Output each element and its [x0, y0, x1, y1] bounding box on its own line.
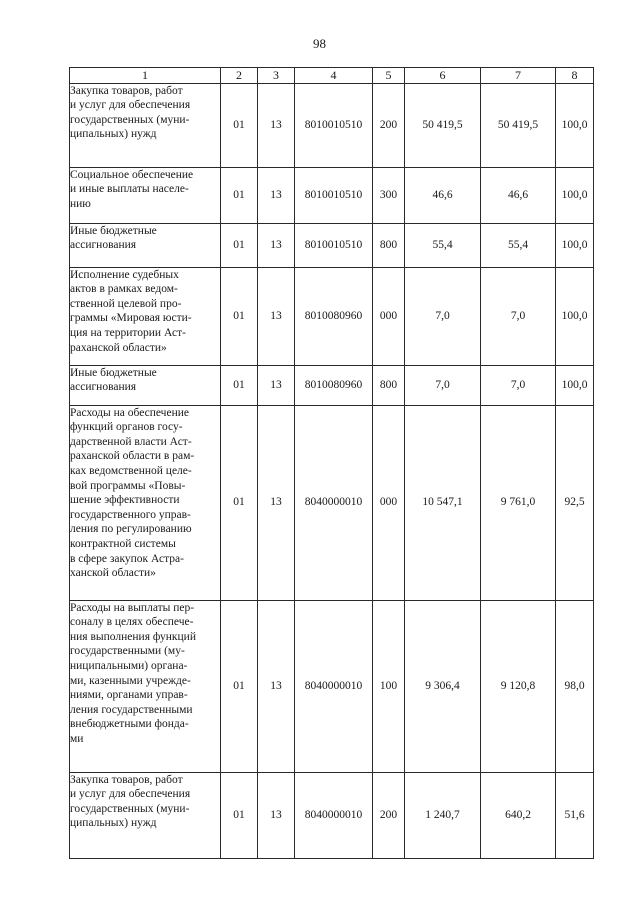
executed-amount: 640,2 [481, 772, 556, 858]
expense-name-line: Расходы на обеспечение [70, 406, 189, 419]
subsection-code: 13 [258, 267, 295, 365]
expense-name-cell [70, 267, 221, 365]
section-code: 01 [221, 267, 258, 365]
expense-type-code: 300 [373, 167, 405, 223]
expense-name-line: Закупка товаров, работ [70, 84, 183, 97]
subsection-code: 13 [258, 83, 295, 167]
section-code: 01 [221, 223, 258, 267]
executed-amount: 7,0 [481, 267, 556, 365]
section-code: 01 [221, 600, 258, 772]
expense-name-line: раханской области» [70, 341, 167, 354]
expense-name-line: ления государственными [70, 703, 193, 716]
expense-name-line: Иные бюджетные [70, 224, 157, 237]
planned-amount: 46,6 [405, 167, 481, 223]
executed-amount: 7,0 [481, 365, 556, 405]
planned-amount: 55,4 [405, 223, 481, 267]
executed-amount: 9 761,0 [481, 405, 556, 600]
expense-name-cell [70, 167, 221, 223]
executed-amount: 9 120,8 [481, 600, 556, 772]
execution-percent: 100,0 [556, 167, 594, 223]
column-header: 7 [481, 68, 556, 84]
execution-percent: 92,5 [556, 405, 594, 600]
table-header-row [70, 68, 594, 84]
execution-percent: 100,0 [556, 83, 594, 167]
expense-name-line: ципальных) нужд [70, 817, 157, 830]
target-article-code: 8010010510 [295, 83, 373, 167]
expense-name-line: шение эффективности [70, 494, 180, 507]
expense-name-line: граммы «Мировая юсти- [70, 312, 192, 325]
planned-amount: 7,0 [405, 267, 481, 365]
subsection-code: 13 [258, 600, 295, 772]
planned-amount: 10 547,1 [405, 405, 481, 600]
section-code: 01 [221, 83, 258, 167]
expense-name-line: ниями, органами управ- [70, 689, 188, 702]
table-row [70, 772, 594, 858]
planned-amount: 1 240,7 [405, 772, 481, 858]
section-code: 01 [221, 365, 258, 405]
column-header: 4 [295, 68, 373, 84]
expense-name-line: ственной целевой про- [70, 297, 182, 310]
expense-name-line: государственных (муни- [70, 802, 190, 815]
expense-type-code: 800 [373, 223, 405, 267]
executed-amount: 46,6 [481, 167, 556, 223]
subsection-code: 13 [258, 772, 295, 858]
expense-name-line: Расходы на выплаты пер- [70, 601, 195, 614]
expense-type-code: 200 [373, 83, 405, 167]
expense-name-line: государственными (му- [70, 645, 185, 658]
target-article-code: 8010080960 [295, 267, 373, 365]
column-header: 5 [373, 68, 405, 84]
expense-name-line: в сфере закупок Астра- [70, 552, 184, 565]
budget-table [69, 67, 594, 859]
subsection-code: 13 [258, 365, 295, 405]
expense-name-line: Социальное обеспечение [70, 168, 194, 181]
expense-name-cell [70, 83, 221, 167]
expense-name-line: ассигнования [70, 239, 137, 252]
execution-percent: 51,6 [556, 772, 594, 858]
expense-name-cell [70, 365, 221, 405]
expense-name-line: ция на территории Аст- [70, 326, 186, 339]
expense-name-line: ципальных) нужд [70, 128, 157, 141]
expense-type-code: 000 [373, 267, 405, 365]
expense-name-cell [70, 405, 221, 600]
expense-name-line: ления по регулированию [70, 523, 192, 536]
table-row [70, 167, 594, 223]
table-row [70, 405, 594, 600]
table-row [70, 223, 594, 267]
column-header: 6 [405, 68, 481, 84]
expense-name-line: ассигнования [70, 381, 137, 394]
expense-name-line: и услуг для обеспечения [70, 99, 191, 112]
planned-amount: 9 306,4 [405, 600, 481, 772]
table-row [70, 600, 594, 772]
execution-percent: 100,0 [556, 267, 594, 365]
section-code: 01 [221, 167, 258, 223]
target-article-code: 8040000010 [295, 600, 373, 772]
target-article-code: 8040000010 [295, 405, 373, 600]
expense-name-cell [70, 772, 221, 858]
expense-type-code: 200 [373, 772, 405, 858]
subsection-code: 13 [258, 405, 295, 600]
executed-amount: 50 419,5 [481, 83, 556, 167]
column-header: 2 [221, 68, 258, 84]
expense-name-line: ния выполнения функций [70, 630, 196, 643]
expense-type-code: 000 [373, 405, 405, 600]
planned-amount: 7,0 [405, 365, 481, 405]
expense-name-line: ках ведомственной целе- [70, 464, 192, 477]
expense-name-line: функций органов госу- [70, 421, 183, 434]
subsection-code: 13 [258, 223, 295, 267]
section-code: 01 [221, 405, 258, 600]
planned-amount: 50 419,5 [405, 83, 481, 167]
expense-name-line: государственных (муни- [70, 113, 190, 126]
expense-type-code: 800 [373, 365, 405, 405]
expense-name-cell [70, 223, 221, 267]
expense-name-line: дарственной власти Аст- [70, 435, 192, 448]
column-header: 3 [258, 68, 295, 84]
execution-percent: 98,0 [556, 600, 594, 772]
execution-percent: 100,0 [556, 365, 594, 405]
target-article-code: 8010080960 [295, 365, 373, 405]
expense-name-line: государственного управ- [70, 508, 191, 521]
column-header: 1 [70, 68, 221, 84]
expense-name-line: ниципальными) органа- [70, 659, 188, 672]
expense-name-cell [70, 600, 221, 772]
expense-name-line: ми, казенными учрежде- [70, 674, 191, 687]
expense-name-line: раханской области в рам- [70, 450, 195, 463]
execution-percent: 100,0 [556, 223, 594, 267]
expense-type-code: 100 [373, 600, 405, 772]
expense-name-line: актов в рамках ведом- [70, 283, 178, 296]
expense-name-line: Закупка товаров, работ [70, 773, 183, 786]
target-article-code: 8010010510 [295, 167, 373, 223]
expense-name-line: соналу в целях обеспече- [70, 616, 194, 629]
table-row [70, 83, 594, 167]
expense-name-line: вой программы «Повы- [70, 479, 186, 492]
expense-name-line: ми [70, 732, 84, 745]
expense-name-line: внебюджетными фонда- [70, 718, 189, 731]
expense-name-line: нию [70, 197, 91, 210]
executed-amount: 55,4 [481, 223, 556, 267]
expense-name-line: контрактной системы [70, 537, 176, 550]
column-header: 8 [556, 68, 594, 84]
expense-name-line: и иные выплаты населе- [70, 183, 189, 196]
section-code: 01 [221, 772, 258, 858]
expense-name-line: и услуг для обеспечения [70, 788, 191, 801]
table-row [70, 267, 594, 365]
target-article-code: 8040000010 [295, 772, 373, 858]
subsection-code: 13 [258, 167, 295, 223]
expense-name-line: Иные бюджетные [70, 366, 157, 379]
page-number: 98 [313, 36, 326, 51]
table-row [70, 365, 594, 405]
target-article-code: 8010010510 [295, 223, 373, 267]
expense-name-line: ханской области» [70, 567, 156, 580]
expense-name-line: Исполнение судебных [70, 268, 179, 281]
